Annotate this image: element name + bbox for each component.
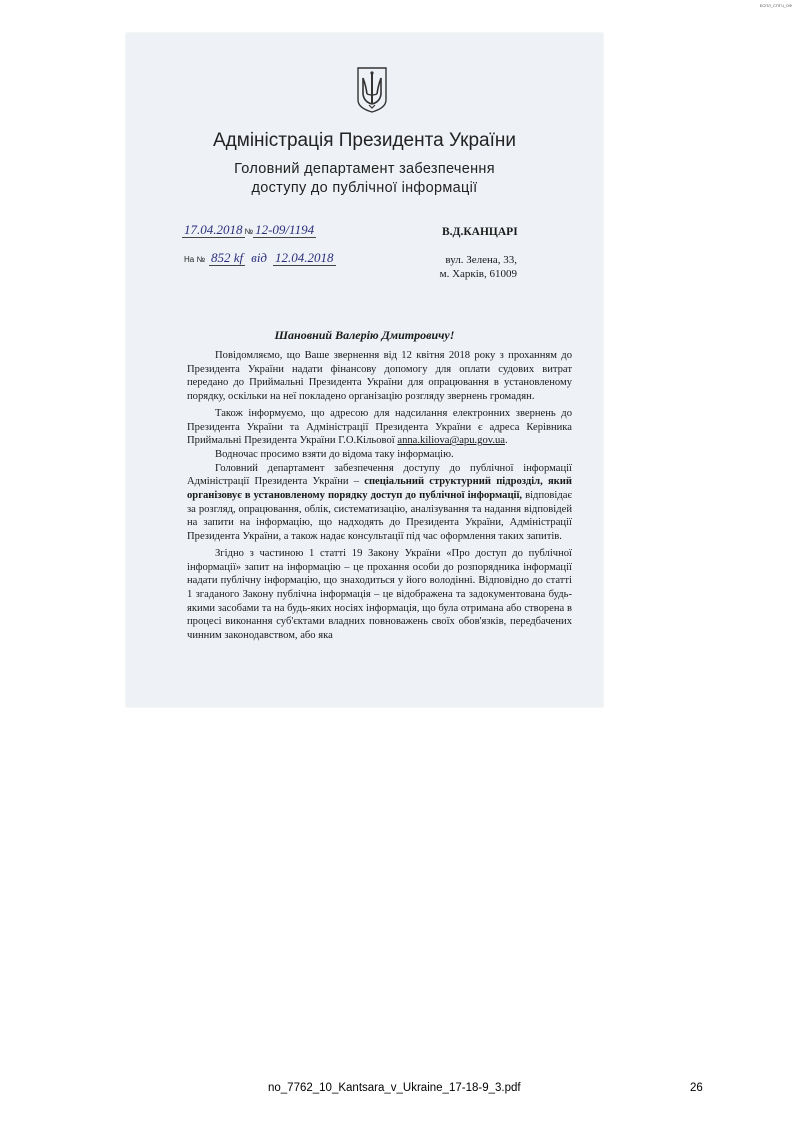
incoming-reference — [184, 249, 336, 267]
paragraph-4-end: відповідає за розгляд, опрацювання, облік, систематизацію, аналізування та надання відповідей на запити на інформацію, що надходять до Президента України, Адміністрації Президента України, а також надає консультації під час оформлення таких запитів. — [187, 490, 572, 543]
paragraph-4-start: Головний департамент забезпечення доступу до публічної інформації Адміністрації Президента України – — [187, 462, 572, 488]
organization-title: Адміністрація Президента України — [213, 130, 516, 151]
recipient-name: В.Д.КАНЦАРІ — [442, 226, 518, 238]
email-address: anna.kiliova@apu.gov.ua — [397, 435, 505, 447]
scanned-letter — [126, 33, 603, 707]
outgoing-reference — [182, 221, 316, 239]
salutation: Шановний Валерію Дмитровичу! — [274, 328, 455, 342]
paragraph-5: Згідно з частиною 1 статті 19 Закону України «Про доступ до публічної інформації» запит на інформацію – це прохання особи до розпорядника інформації надати публічну інформацію, що знаходиться у його володінні. Відповідно до статті 1 згаданого Закону публічна інформація – це відображена та задокументована будь-якими засобами та на будь-яких носіях інформація, що була отримана або створена в процесі виконання суб'єктами владних повноважень своїх обов'язків, передбачених чинним законодавством, або яка — [187, 547, 572, 642]
paragraph-2-end: . — [505, 435, 508, 447]
incoming-number: 852 kf — [211, 250, 244, 265]
outgoing-number: 12-09/1194 — [255, 222, 315, 237]
paragraph-2 — [187, 407, 572, 448]
trident-emblem-icon — [356, 66, 388, 114]
outgoing-date: 17.04.2018 — [184, 222, 243, 237]
letter-body — [187, 349, 572, 643]
incoming-date: 12.04.2018 — [275, 250, 334, 265]
department-name-line1: Головний департамент забезпечення — [234, 161, 495, 177]
number-label: № — [244, 227, 254, 236]
footer-page-number: 26 — [690, 1082, 703, 1094]
paragraph-4-bold: спеціальний структурний підрозділ, який організовує в установленому порядку доступ до публічної інформації, — [187, 476, 572, 502]
incoming-from-label: від — [251, 250, 268, 265]
incoming-number-label: На № — [184, 255, 206, 264]
paragraph-3: Водночас просимо взяти до відома таку інформацію. — [215, 448, 454, 460]
department-name-line2: доступу до публічної інформації — [251, 180, 478, 196]
recipient-street: вул. Зелена, 33, — [445, 254, 517, 266]
paragraph-2-text: Також інформуємо, що адресою для надсилання електронних звернень до Президента України та Адміністрації Президента України є адреса Керівника Приймальні Президента України Г.О.Кільової — [187, 407, 572, 447]
footer-filename: no_7762_10_Kantsara_v_Ukraine_17-18-9_3.pdf — [268, 1082, 521, 1094]
recipient-city: м. Харків, 61009 — [439, 268, 517, 280]
paragraph-1: Повідомляємо, що Ваше звернення від 12 квітня 2018 року з проханням до Президента України надати фінансову допомогу для оплати судових витрат передано до Приймальні Президента України для опрацювання в установленому порядку, оскільки на неї покладено організацію розгляду звернень громадян. — [187, 350, 572, 403]
corner-mark: ЕСПЛ_СПГЧ_ОФ — [759, 3, 792, 8]
paragraph-4 — [187, 462, 572, 544]
